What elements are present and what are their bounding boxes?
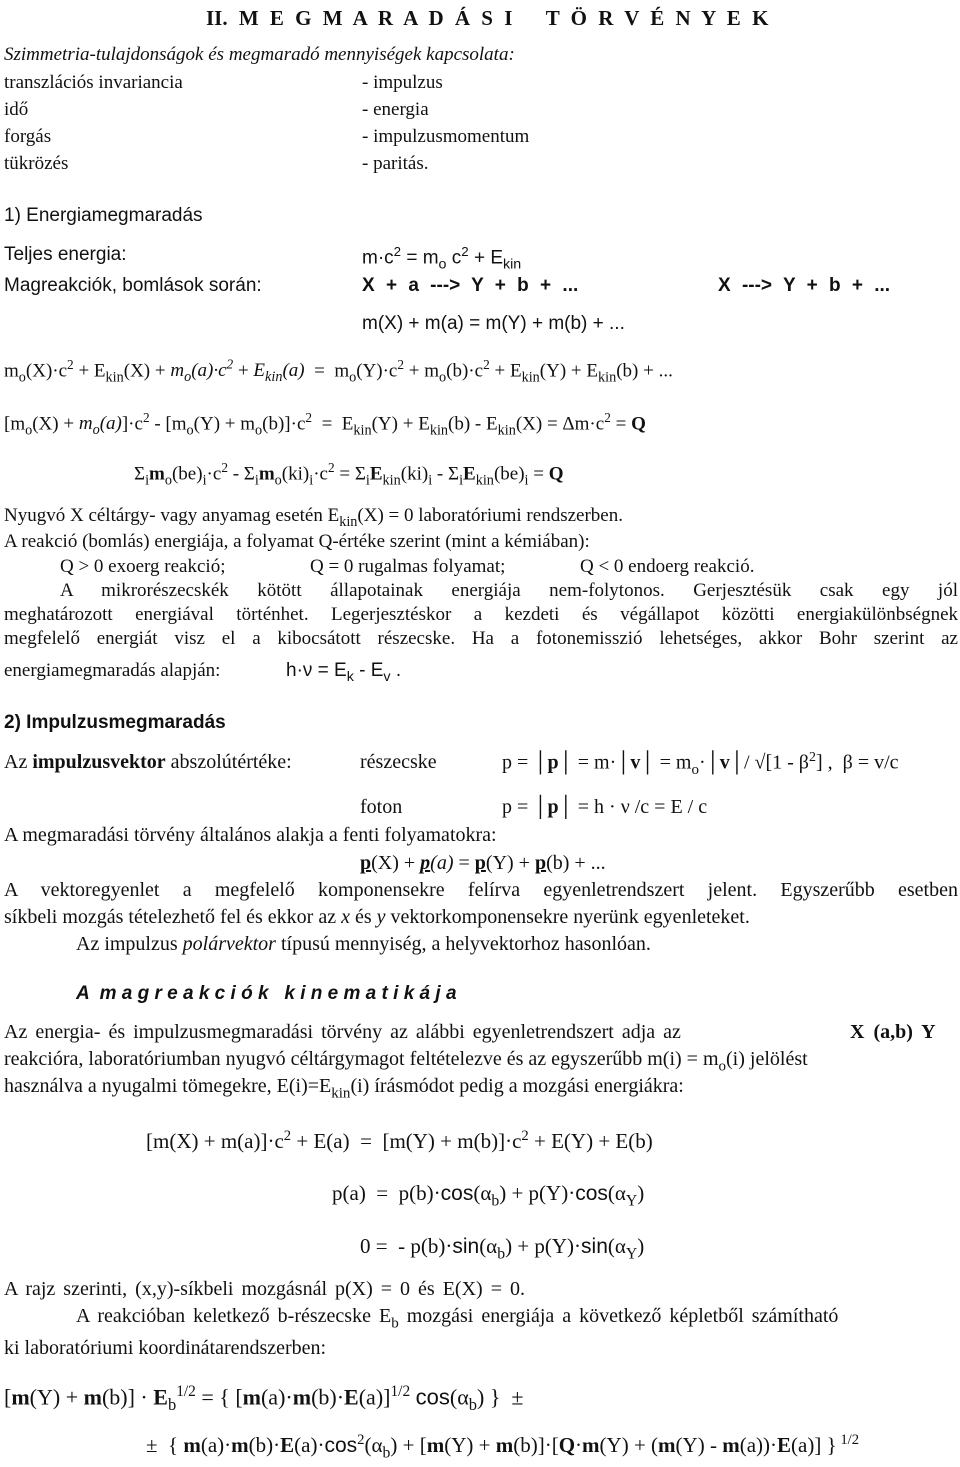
total-energy-label: Teljes energia: <box>4 244 127 265</box>
paragraph-line-2: meghatározott energiával történhet. Legerjesztéskor a kezdeti és végállapot közötti energiakülönbségnek <box>4 604 958 625</box>
section3-line-3: használva a nyugalmi tömegekre, $E(i)=E_{kin}(i)$ írásmódot pedig a mozgási energiákra: <box>4 1075 684 1102</box>
section3-line-1: Az energia- és impulzusmegmaradási törvény az alábbi egyenletrendszert adja az <box>4 1021 681 1043</box>
photon-label: foton <box>360 796 403 818</box>
section3-line-2: reakcióra, laboratóriumban nyugvó céltárgymagot feltételezve és az egyszerűbb $m(i) = m_o(i)$ jelölést <box>4 1048 808 1075</box>
quantity-1: - impulzus <box>362 72 443 93</box>
section3-heading: A m a g r e a k c i ó k k i n e m a t i k á j a <box>76 983 457 1004</box>
symmetry-3: forgás <box>4 126 52 147</box>
section2-line-3: Az impulzus polárvektor típusú mennyiség, a helyvektorhoz hasonlóan. <box>76 933 651 955</box>
total-energy-eq: $m\cdot c^2 = m_o$ $c^2 + E_{kin}$ <box>362 244 522 273</box>
paragraph-line-4: energiamegmaradás alapján: <box>4 660 221 681</box>
q-elastic: Q = 0 rugalmas folyamat; <box>310 556 506 577</box>
final-eq-line-2: ± { $m(a)\cdot m(b)\cdot E(a)\cdot\cos^2(\alpha_b) + [m(Y) + m(b)]\cdot[Q\cdot m(Y) + (m(Y) - m(a))\cdot E(a)]$ } $^{1/2}$ <box>146 1432 860 1462</box>
reactions-label: Magreakciók, bomlások során: <box>4 275 262 296</box>
reaction-1: X + a ---> Y + b + ... <box>362 275 579 296</box>
reaction-notation: X (a,b) Y <box>850 1021 936 1043</box>
sum-eq: $\Sigma_im_o(be)_i\cdot c^2 - \Sigma_im_o(ki)_i\cdot c^2 = \Sigma_iE_{kin}(ki)_i - \Sigma_iE_{kin}(be)_i = Q$ <box>134 460 564 489</box>
section2-line-2: síkbeli mozgás tételezhető fel és ekkor az x és y vektorkomponensekre nyerünk egyenleteket. <box>4 906 750 928</box>
q-endo: Q < 0 endoerg reakció. <box>580 556 755 577</box>
general-form-line: A megmaradási törvény általános alakja a fenti folyamatokra: <box>4 824 497 846</box>
section2-heading: 2) Impulzusmegmaradás <box>4 712 226 733</box>
symmetry-4: tükrözés <box>4 153 69 174</box>
quantity-3: - impulzusmomentum <box>362 126 530 147</box>
particle-label: részecske <box>360 751 437 773</box>
reaction-energy-line: A reakció (bomlás) energiája, a folyamat Q-értéke szerint (mint a kémiában): <box>4 531 590 552</box>
energy-kinematics-eq: $[m(X) + m(a)]\cdot c^2 + E(a) = [m(Y) + m(b)]\cdot c^2 + E(Y) + E(b)$ <box>146 1128 653 1154</box>
section3-line-4: A reakcióban keletkező b-részecske $E_b$ mozgási energiája a következő képletből számítható <box>76 1305 839 1332</box>
momentum-y-eq: 0 = - $p(b)\cdot\sin(\alpha_b) + p(Y)\cdot\sin(\alpha_Y)$ <box>360 1234 645 1263</box>
photon-momentum-eq: p = │p│ = h · ν /c = E / c <box>502 796 708 818</box>
paragraph-line-3: megfelelő energiát visz el a kibocsátott részecske. Ha a fotonemisszió lehetséges, akkor Bohr szerint az <box>4 628 958 649</box>
momentum-x-eq: $p(a) = p(b)\cdot\cos(\alpha_b) + p(Y)\cdot\cos(\alpha_Y)$ <box>332 1181 645 1210</box>
reaction-2: X ---> Y + b + ... <box>718 275 891 296</box>
page-title: II. M E G M A R A D Á S I T Ö R V É N Y E K <box>206 6 769 30</box>
paragraph-line-1: A mikrorészecskék kötött állapotainak energiája nem-folytonos. Gerjesztésük csak egy jól <box>60 580 958 601</box>
rest-target-line: Nyugvó X céltárgy- vagy anyamag esetén $E_{kin}(X) = 0$ laboratóriumi rendszerben. <box>4 505 623 530</box>
mass-equation: m(X) + m(a) = m(Y) + m(b) + ... <box>362 313 625 334</box>
symmetry-1: transzlációs invariancia <box>4 72 183 93</box>
q-exo: Q > 0 exoerg reakció; <box>60 556 226 577</box>
condition-line: A rajz szerinti, (x,y)-síkbeli mozgásnál p(X) = 0 és E(X) = 0. <box>4 1278 525 1300</box>
section3-line-5: ki laboratóriumi koordinátarendszerben: <box>4 1337 327 1359</box>
energy-balance-eq: $m_o(X)\cdot c^2 + E_{kin}(X) + m_o(a)\cdot c^2 + E_{kin}(a) = m_o(Y)\cdot c^2 + m_o(b)\cdot c^2 + E_{kin}(Y) + E_{kin}(b)$ + ... <box>4 357 673 386</box>
momentum-conservation-eq: p(X) + p(a) = p(Y) + p(b) + ... <box>360 852 606 874</box>
particle-momentum-eq: p = │p│ = m·│v│ = $m_o\cdot│v│/$ $√[1 - \beta^2]$ , β = v/c <box>502 750 899 778</box>
section2-line-1: A vektoregyenlet a megfelelő komponensekre felírva egyenletrendszert jelent. Egyszerűbb esetben <box>4 879 958 901</box>
bohr-eq: $h\cdot\nu = E_k - E_v$ . <box>286 660 402 685</box>
quantity-2: - energia <box>362 99 429 120</box>
final-eq-line-1: $[m(Y) + m(b)] \cdot E_b^{1/2}$ = { $[m(a)\cdot m(b)\cdot E(a)]^{1/2}$ $\cos(\alpha_b)$ } ± <box>4 1383 524 1415</box>
symmetry-2: idő <box>4 99 29 120</box>
section1-heading: 1) Energiamegmaradás <box>4 205 203 226</box>
quantity-4: - paritás. <box>362 153 429 174</box>
vector-label: Az impulzusvektor abszolútértéke: <box>4 751 292 773</box>
symmetry-heading: Szimmetria-tulajdonságok és megmaradó mennyiségek kapcsolata: <box>4 44 515 65</box>
q-value-eq: $[m_o(X) + m_o(a)]\cdot c^2 - [m_o(Y) + m_o(b)]\cdot c^2 = E_{kin}(Y) + E_{kin}(b) - E_{kin}(X) = \Delta m\cdot c^2 = Q$ <box>4 410 646 439</box>
